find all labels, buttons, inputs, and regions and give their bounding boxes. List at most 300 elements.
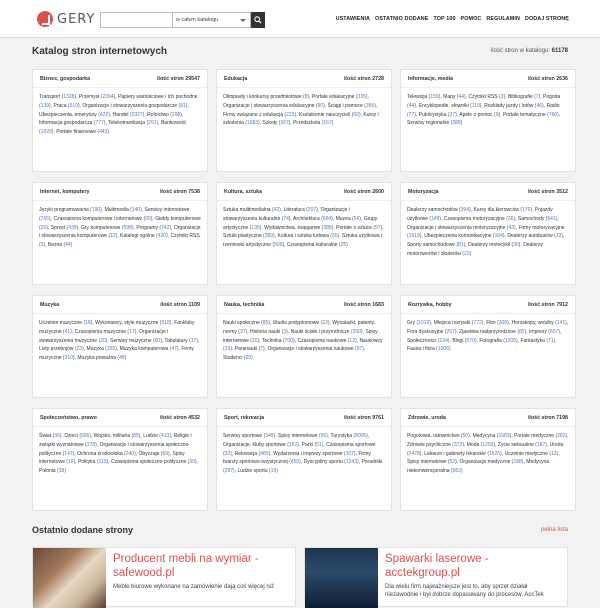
subcategory-count: 1625: [489, 450, 501, 457]
subcategory-count: 389: [264, 233, 274, 240]
nav-top-100[interactable]: TOP 100: [433, 16, 456, 22]
recent-entry[interactable]: [32, 547, 296, 607]
subcategory-link[interactable]: Kultura i sztuka ludowa: [277, 233, 329, 240]
subcategory-link[interactable]: Organizacje i stowarzyszenia gospodarcze: [82, 102, 178, 109]
subcategory-count: 81: [458, 242, 464, 249]
subcategory-count: 13: [555, 233, 562, 240]
subcategory-count: 65: [145, 215, 151, 222]
subcategory-count: 30: [513, 242, 519, 249]
subcategory-link[interactable]: Zjawiska nadprzyrodzone: [459, 328, 516, 335]
category-count: ilość stron 4532: [159, 414, 200, 421]
subcategory-link[interactable]: Architektura: [293, 215, 320, 222]
total-value: 61178: [551, 48, 568, 54]
category-name[interactable]: Społeczeństwo, prawo: [40, 414, 97, 421]
subcategory-count: 44: [458, 94, 465, 100]
subcategory-link[interactable]: Imprezy: [529, 328, 547, 335]
subcategory-link[interactable]: Film: [486, 320, 496, 326]
subcategory-link[interactable]: Horoskopy, wróżby: [511, 320, 554, 326]
subcategory-link[interactable]: Fankluby muzyczne: [39, 320, 195, 335]
subcategory-link[interactable]: Czasopisma kulturalne: [286, 242, 338, 249]
subcategory-count: 44: [65, 242, 71, 249]
subcategory-link[interactable]: Dealerzy autobusów: [507, 233, 553, 240]
subcategory-link[interactable]: Czasopisma komputerowe i internetowe: [53, 215, 143, 222]
subcategory-link[interactable]: Parki: [301, 441, 314, 448]
category-count: ilość stron 2636: [527, 75, 568, 82]
subcategory-link[interactable]: Informacja gospodarcza: [39, 120, 93, 127]
subcategory-count: 46: [536, 102, 543, 109]
subcategory-link[interactable]: Historia nauki: [249, 328, 281, 335]
subcategory-link[interactable]: Katalogi ogólne: [120, 233, 155, 240]
category-grid: [32, 69, 568, 511]
subcategory-count: 240: [125, 450, 135, 457]
subcategory-count: 60: [353, 111, 359, 118]
subcategory-count: 113: [98, 459, 107, 466]
subcategory-link[interactable]: Społeczności: [407, 337, 437, 344]
subcategory-count: 9: [495, 111, 499, 118]
subcategory-link[interactable]: Publicystyka: [418, 111, 447, 118]
subcategory-link[interactable]: Ludzie sportu: [237, 468, 268, 475]
subcategory-link[interactable]: Pogoda: [543, 94, 561, 100]
subcategory-link[interactable]: Muzyka poważna: [77, 355, 117, 362]
subcategory-link[interactable]: Olimpiady i konkursy przedmiotowe: [223, 94, 302, 100]
subcategory-link[interactable]: Tabulatury: [164, 337, 188, 344]
subcategory-link[interactable]: Organizacje i stowarzyszenia społeczno-polityczne: [39, 441, 190, 457]
subcategory-link[interactable]: Dzieci: [64, 433, 78, 439]
subcategory-count: 223: [286, 111, 295, 118]
subcategory-link[interactable]: Świat: [39, 433, 52, 439]
subcategory-count: 85: [262, 320, 269, 326]
subcategory-count: 282: [557, 433, 566, 439]
subcategory-link[interactable]: Muzyka: [86, 346, 104, 353]
subcategory-count: 3: [500, 94, 504, 100]
search-button[interactable]: [251, 12, 265, 28]
entry-text: [106, 548, 295, 606]
subcategory-link[interactable]: Uczelnie muzyczne: [39, 320, 83, 326]
search-scope-select[interactable]: w całym katalogu: [173, 12, 251, 28]
subcategory-count: 77: [408, 111, 415, 118]
subcategory-link[interactable]: Organizacje i stowarzyszenia motoryzacyjne: [407, 224, 506, 231]
subcategory-link[interactable]: Firmy muzyczne: [39, 346, 194, 362]
subcategory-link[interactable]: Rozkłady jazdy i lotów: [484, 102, 534, 109]
subcategory-link[interactable]: Sprzęt: [50, 224, 66, 231]
category-card: [32, 295, 208, 398]
subcategory-count: 250: [352, 328, 361, 335]
subcategory-count: 60: [154, 337, 161, 344]
subcategory-link[interactable]: Czasopisma sportowe: [326, 441, 376, 448]
subcategory-link[interactable]: Muzyka komputerowa: [119, 346, 169, 353]
subcategory-count: 37: [449, 111, 456, 118]
subcategory-link[interactable]: Fotografia: [479, 337, 502, 344]
subcategory-link[interactable]: Nauki ścisłe i przyrodnicze: [290, 328, 350, 335]
subcategory-link[interactable]: Ściągi i pomoce: [327, 102, 363, 109]
subcategory-count: 90: [317, 102, 324, 109]
subcategory-link[interactable]: Serwisy muzyczne: [110, 337, 152, 344]
subcategory-list: Języki programowania (190), Multimedia (140), Serwisy internetowe (765), Czasopisma komputerowe i internetowe (65), Giełdy komputerowe (26), Sprzęt (439), Gry komputerowe (598), Programy (742), Organizacje i stowarzyszenia komputerowe (12), Katalogi ogólne (420), Czytniki RSS (3), Bezna (44): [39, 207, 201, 249]
subcategory-link[interactable]: Portale finansowe: [56, 129, 96, 136]
category-name[interactable]: Muzyka: [40, 301, 60, 308]
subcategory-link[interactable]: Literatura: [283, 207, 305, 213]
subcategory-count: 47: [171, 346, 177, 353]
subcategory-count: 8: [304, 94, 308, 100]
subcategory-count: 696: [81, 433, 90, 439]
subcategory-link[interactable]: Listy przebojów: [39, 346, 74, 353]
subcategory-link[interactable]: Kursy i szkolenia: [223, 111, 379, 127]
subcategory-link[interactable]: Praca: [53, 102, 67, 109]
subcategory-link[interactable]: Papiery wartościowe i ich pochodne: [118, 94, 198, 100]
subcategory-count: 55: [331, 233, 338, 240]
subcategory-count: 81: [180, 102, 186, 109]
subcategory-count: 69: [245, 355, 252, 362]
subcategory-count: 190: [91, 207, 101, 213]
subcategory-link[interactable]: Organizacje i stowarzyszenia kulturalne: [223, 207, 350, 222]
subcategory-link[interactable]: Pojazdy użytkowe: [407, 207, 553, 222]
subcategory-count: 8005: [355, 433, 367, 439]
subcategory-link[interactable]: Organizacje, kluby sportowe: [223, 441, 286, 448]
category-name[interactable]: Zdrowie, uroda: [408, 414, 446, 421]
nav-add-site[interactable]: DODAJ STRONĘ: [524, 16, 569, 22]
subcategory-count: 765: [40, 215, 50, 222]
subcategory-link[interactable]: Polonia: [39, 468, 56, 475]
subcategory-link[interactable]: Czasopisma muzyczne: [74, 328, 126, 335]
subcategory-link[interactable]: Serwisy sportowe: [223, 433, 263, 439]
subcategory-count: 700: [284, 337, 293, 344]
subcategory-count: 44: [408, 102, 415, 109]
subcategory-count: 742: [161, 224, 170, 231]
category-card-header: [33, 296, 207, 314]
subcategory-count: 257: [446, 328, 455, 335]
category-name[interactable]: Biznes, gospodarka: [40, 75, 91, 82]
subcategory-link[interactable]: Turystyka: [330, 433, 352, 439]
subcategory-link[interactable]: Wykonawcy, style muzyczne: [95, 320, 159, 326]
subcategory-count: 104: [494, 233, 503, 240]
subcategory-link[interactable]: Blogi: [452, 337, 464, 344]
subcategory-link[interactable]: Przemysł: [78, 94, 100, 100]
subcategory-link[interactable]: Spisy internetowe: [223, 328, 378, 344]
subcategory-count: 36: [507, 215, 514, 222]
subcategory-count: 1259: [482, 441, 494, 448]
subcategory-count: 367: [280, 120, 289, 127]
category-card-header: [401, 70, 575, 88]
subcategory-link[interactable]: Spisy internetowe: [278, 433, 318, 439]
subcategory-count: 42: [273, 207, 280, 213]
subcategory-count: 772: [473, 320, 482, 326]
subcategory-link[interactable]: Kształcenie nauczycieli: [298, 111, 351, 118]
subcategory-count: 36: [54, 433, 60, 439]
category-card-header: [401, 183, 575, 201]
subcategory-link[interactable]: Telekomunikacja: [108, 120, 146, 127]
subcategory-count: 7: [260, 346, 264, 353]
subcategory-count: 38: [58, 468, 65, 475]
subcategory-link[interactable]: Nauki społeczne: [223, 320, 260, 326]
subcategory-count: 135: [251, 224, 260, 231]
category-name[interactable]: Kultura, sztuka: [224, 188, 262, 195]
subcategory-link[interactable]: Polityka: [77, 459, 96, 466]
subcategory-link[interactable]: Studia podyplomowe: [272, 320, 320, 326]
subcategory-link[interactable]: Miejsca rozrywki: [433, 320, 471, 326]
subcategory-count: 170: [522, 207, 531, 213]
subcategory-count: 1243: [345, 459, 357, 466]
subcategory-link[interactable]: Gry: [407, 320, 416, 326]
subcategory-link[interactable]: Wynalazki, patenty, normy: [223, 320, 376, 335]
subcategory-link[interactable]: Sztuki plastyczne: [223, 233, 262, 240]
subcategory-link[interactable]: Fora dyskusyjne: [407, 328, 444, 335]
subcategory-link[interactable]: Portale o sztuce: [336, 224, 372, 231]
category-name[interactable]: Nauka, technika: [224, 301, 265, 308]
subcategory-link[interactable]: Portale tematyczne: [502, 111, 546, 118]
subcategory-count: 450: [290, 459, 300, 466]
subcategory-count: 20: [251, 337, 258, 344]
subcategory-link[interactable]: Rekreacja: [234, 450, 258, 457]
subcategory-link[interactable]: Multimedia: [104, 207, 129, 213]
subcategory-link[interactable]: Religie i związki wyznaniowe: [39, 433, 192, 448]
subcategory-link[interactable]: Czytniki RSS: [170, 233, 200, 240]
full-list-link[interactable]: pełna lista: [540, 527, 568, 533]
subcategory-link[interactable]: Bibliografie: [507, 94, 533, 100]
subcategory-link[interactable]: Moda: [466, 441, 480, 448]
subcategory-link[interactable]: Dealerzy samochodów: [407, 207, 458, 213]
subcategory-count: 29: [224, 346, 231, 353]
subcategory-link[interactable]: Lekarze i gabinety lekarskie: [424, 450, 486, 457]
category-count: ilość stron 2728: [343, 75, 384, 82]
category-count: ilość stron 1683: [343, 301, 384, 308]
subcategory-link[interactable]: Fantastyka: [520, 337, 545, 344]
subcategory-link[interactable]: Handel: [112, 111, 129, 118]
subcategory-link[interactable]: Apele o pomoc: [459, 111, 493, 118]
subcategory-count: 17: [190, 337, 197, 344]
subcategory-link[interactable]: Organizacje i stowarzyszenia naukowe: [267, 346, 354, 353]
subcategory-link[interactable]: Wydawnictwa, księgarnie: [264, 224, 321, 231]
subcategory-link[interactable]: Pogotowia, ratownictwo: [407, 433, 460, 439]
nav-recently-added[interactable]: OSTATNIO DODANE: [375, 16, 429, 22]
recent-entry[interactable]: [304, 547, 568, 607]
category-name[interactable]: Informacje, media: [408, 75, 454, 82]
category-card: [216, 182, 392, 285]
subcategory-count: 413: [160, 433, 170, 439]
subcategory-count: 167: [323, 120, 332, 127]
nav-help[interactable]: POMOC: [460, 16, 482, 22]
category-name[interactable]: Sport, rekreacja: [224, 414, 265, 421]
category-name[interactable]: Edukacja: [224, 75, 248, 82]
subcategory-link[interactable]: Sztuka multimedialna: [223, 207, 271, 213]
subcategory-link[interactable]: Uczelnie medyczne: [504, 450, 548, 457]
subcategory-link[interactable]: Sztuka użytkowa i rzemiosło artystyczne: [223, 233, 383, 249]
subcategory-count: 66: [320, 433, 327, 439]
subcategory-count: 51: [316, 441, 322, 448]
category-name[interactable]: Motoryzacja: [408, 188, 439, 195]
subcategory-count: 30: [189, 459, 195, 466]
subcategory-count: 2327: [131, 111, 143, 118]
subcategory-link[interactable]: Poradniki: [361, 459, 383, 466]
subcategory-count: 1683: [246, 120, 259, 127]
subcategory-count: 310: [64, 355, 73, 362]
subcategory-list: Uczelnie muzyczne (18), Wykonawcy, style muzyczne (518), Fankluby muzyczne (41), Czasopisma muzyczne (17), Organizacje i stowarzyszenia muzyczne (20), Serwisy muzyczne (60), Tabulatury (17), Listy przebojów (23), Muzyka (255), Muzyka komputerowa (47), Firmy muzyczne (310), Muzyka poważna (48): [39, 320, 200, 362]
subcategory-count: 41: [64, 328, 71, 335]
subcategory-link[interactable]: Portale medyczne: [514, 433, 555, 439]
subcategory-link[interactable]: Programy: [136, 224, 159, 231]
category-card-header: [401, 296, 575, 314]
subcategory-link[interactable]: Gry komputerowe: [81, 224, 121, 231]
subcategory-link[interactable]: Bezna: [47, 242, 63, 249]
subcategory-count: 1328: [63, 94, 75, 100]
subcategory-count: 43: [508, 224, 514, 231]
search-icon: [254, 16, 262, 24]
subcategory-link[interactable]: Serwisy internetowe: [144, 207, 190, 213]
subcategory-count: 69: [162, 450, 168, 457]
subcategory-link[interactable]: Dealerzy motocykli: [468, 242, 511, 249]
nav-settings[interactable]: USTAWIENIA: [335, 16, 371, 22]
category-card: [32, 408, 208, 511]
subcategory-count: 394: [460, 207, 469, 213]
subcategory-link[interactable]: Czasopisma motoryzacyjne: [443, 215, 505, 222]
subcategory-link[interactable]: Organizacje i stowarzyszenia muzyczne: [39, 328, 169, 344]
subcategory-count: 598: [123, 224, 132, 231]
subcategory-link[interactable]: Paranauki: [234, 346, 258, 353]
subcategory-link[interactable]: Spisy internetowe: [407, 459, 447, 466]
subcategory-link[interactable]: Grupy artystyczne: [223, 215, 378, 231]
total-label: ilość stron w katalogu:: [490, 48, 550, 54]
entry-title[interactable]: Producent mebli na wymiar - safewood.pl: [113, 553, 259, 579]
subcategory-link[interactable]: Spisy internetowe: [39, 450, 185, 466]
subcategory-count: 485: [260, 450, 269, 457]
subcategory-link[interactable]: Firmy związane z edukacją: [223, 111, 284, 118]
nav-terms[interactable]: REGULAMIN: [486, 16, 520, 22]
category-card-header: [217, 296, 391, 314]
category-card-header: [217, 183, 391, 201]
search-input[interactable]: [100, 12, 173, 28]
category-card-header: [217, 70, 391, 88]
subcategory-link[interactable]: Telewizja: [407, 94, 428, 100]
subcategory-link[interactable]: Samochody: [517, 215, 545, 222]
subcategory-link[interactable]: Kursy dla kierowców: [473, 207, 520, 213]
subcategory-link[interactable]: Czasopisma naukowe: [297, 337, 347, 344]
subcategory-count: 255: [106, 346, 116, 353]
category-name[interactable]: Rozrywka, hobby: [408, 301, 452, 308]
subcategory-link[interactable]: Zdrowie psychiczne: [407, 441, 451, 448]
entry-thumbnail[interactable]: [33, 548, 106, 608]
subcategory-count: 25: [340, 242, 347, 249]
subcategory-link[interactable]: Wojsko, militaria: [93, 433, 131, 439]
logo-icon: [37, 11, 53, 27]
logo-text: GERY: [57, 11, 96, 27]
subcategory-count: 107: [345, 450, 354, 457]
subcategory-link[interactable]: Radio: [546, 102, 560, 109]
entry-description: Dla wielu firm najważniejsze jest to, aby sprzęt działał niezawodnie i był dobrze dopasowany do procesów. AccTek: [385, 584, 544, 598]
subcategory-link[interactable]: Firmy branży sportowo-turystycznej: [223, 450, 371, 466]
subcategory-link[interactable]: Wydarzenia i imprezy sportowe: [273, 450, 343, 457]
subcategory-count: 23: [76, 346, 83, 353]
subcategory-link[interactable]: Uroda: [549, 441, 564, 448]
subcategory-link[interactable]: Dyscypliny sportu: [303, 459, 343, 466]
subcategory-count: 291: [148, 120, 157, 127]
subcategory-link[interactable]: Ochrona środowiska: [77, 450, 123, 457]
subcategory-link[interactable]: Mapy: [443, 94, 456, 100]
subcategory-link[interactable]: Encyklopedie, słowniki: [418, 102, 469, 109]
site-header: [0, 0, 600, 38]
subcategory-link[interactable]: Rolnictwo: [147, 111, 169, 118]
subcategory-link[interactable]: Organizacje medyczne: [459, 459, 511, 466]
subcategory-link[interactable]: Giełdy komputerowe: [155, 215, 201, 222]
subcategory-count: 187: [536, 441, 546, 448]
subcategory-count: 207: [307, 207, 317, 213]
subcategory-count: 641: [547, 215, 556, 222]
category-name[interactable]: Internet, komputery: [40, 188, 90, 195]
subcategory-link[interactable]: Sporty samochodowe: [407, 242, 456, 249]
subcategory-link[interactable]: Szkoły: [262, 120, 278, 127]
subcategory-count: 388: [452, 120, 461, 127]
subcategory-count: 2394: [102, 94, 114, 100]
subcategory-link[interactable]: Ubezpieczenia komunikacyjne: [424, 233, 492, 240]
subcategory-list: Sztuka multimedialna (42), Literatura (207), Organizacje i stowarzyszenia kulturalne (74), Architektura (664), Muzea (56), Grupy artystyczne (135), Wydawnictwa, księgarnie (388), Portale o sztuce (57), Sztuki plastyczne (389), Kultura i sztuka ludowa (55), Sztuka użytkowa i rzemiosło artystyczne (509), Czasopisma kulturalne (25): [223, 207, 384, 249]
category-card: [216, 408, 392, 511]
subcategory-link[interactable]: Naukowcy: [359, 337, 383, 344]
subcategory-count: 48: [119, 355, 125, 362]
subcategory-link[interactable]: Transport: [39, 94, 61, 100]
subcategory-list: Transport (1328), Przemysł (2394), Papiery wartościowe i ich pochodne (139), Praca (519), Organizacje i stowarzyszenia gospodarcze (81), Ubezpieczenia, emerytury (422), Handel (2327), Rolnictwo (298), Informacja gospodarcza (777), Telekomunikacja (291), Bankowość (1029), Portale finansowe (443): [39, 94, 198, 136]
subcategory-link[interactable]: Organizacje i stowarzyszenia komputerowe: [39, 224, 201, 240]
recent-entries: [32, 547, 568, 607]
subcategory-count: 420: [157, 233, 167, 240]
subcategory-link[interactable]: Ubezpieczenia, emerytury: [39, 111, 97, 118]
subcategory-list: Pogotowia, ratownictwo (50), Medycyna (1583), Portale medyczne (282), Zdrowie psychiczne (372), Moda (1259), Życie seksualne (187), Uroda (2478), Lekarze i gabinety lekarskie (1625), Uczelnie medyczne (12), Spisy internetowe (52), Organizacje medyczne (188), Medycyna niekonwencjonalna (563): [407, 433, 569, 475]
subcategory-count: 50: [462, 433, 469, 439]
subcategory-link[interactable]: Fauna i flora: [407, 346, 435, 353]
subcategory-count: 287: [224, 468, 234, 475]
subcategory-count: 1205: [504, 337, 517, 344]
subcategory-count: 278: [86, 441, 96, 448]
subcategory-link[interactable]: Ludzie: [143, 433, 158, 439]
subcategory-link[interactable]: Technika: [261, 337, 282, 344]
entry-text: [378, 548, 567, 606]
subcategory-count: 388: [323, 224, 332, 231]
main-nav: [336, 16, 569, 22]
category-card: [400, 69, 576, 172]
subcategory-count: 147: [64, 450, 73, 457]
subcategory-count: 12: [551, 450, 557, 457]
entry-thumbnail[interactable]: [305, 548, 378, 608]
subcategory-link[interactable]: Czasopisma społeczno-polityczne: [110, 459, 187, 466]
subcategory-link[interactable]: Przedszkola: [293, 120, 321, 127]
subcategory-link[interactable]: Bankowość: [160, 120, 187, 127]
subcategory-link[interactable]: Organizacje i stowarzyszenia edukacyjne: [223, 102, 315, 109]
subcategory-count: 159: [430, 94, 439, 100]
subcategory-count: 1583: [498, 433, 510, 439]
subcategory-link[interactable]: Muzea: [335, 215, 351, 222]
site-logo[interactable]: [37, 11, 95, 27]
subcategory-count: 71: [548, 337, 554, 344]
subcategory-count: 1029: [40, 129, 52, 136]
subcategory-link[interactable]: Studenci: [223, 355, 243, 362]
subcategory-link[interactable]: Obyczaje: [138, 450, 160, 457]
entry-title[interactable]: Spawarki laserowe - acctekgroup.pl: [385, 553, 489, 579]
subcategory-count: 37: [239, 328, 246, 335]
subcategory-link[interactable]: Portale edukacyjne: [311, 94, 355, 100]
category-count: ilość stron 9761: [343, 414, 384, 421]
subcategory-link[interactable]: Firmy motoryzacyjne: [518, 224, 565, 231]
subcategory-count: 1019: [418, 320, 430, 326]
subcategory-link[interactable]: Medycyna: [472, 433, 496, 439]
category-card: [400, 295, 576, 398]
subcategory-count: 141: [556, 320, 566, 326]
subcategory-link[interactable]: Dealerzy motorowerów i skuterów: [407, 242, 543, 257]
subcategory-link[interactable]: Medycyna niekonwencjonalna: [407, 459, 550, 475]
category-card: [400, 408, 576, 511]
subcategory-link[interactable]: Serwisy regionalne: [407, 120, 450, 127]
subcategory-link[interactable]: Czytniki RSS: [468, 94, 498, 100]
category-count: ilość stron 7912: [527, 301, 568, 308]
subcategory-link[interactable]: Języki programowania: [39, 207, 89, 213]
subcategory-link[interactable]: Życie seksualne: [497, 441, 534, 448]
subcategory-count: 17: [129, 328, 135, 335]
